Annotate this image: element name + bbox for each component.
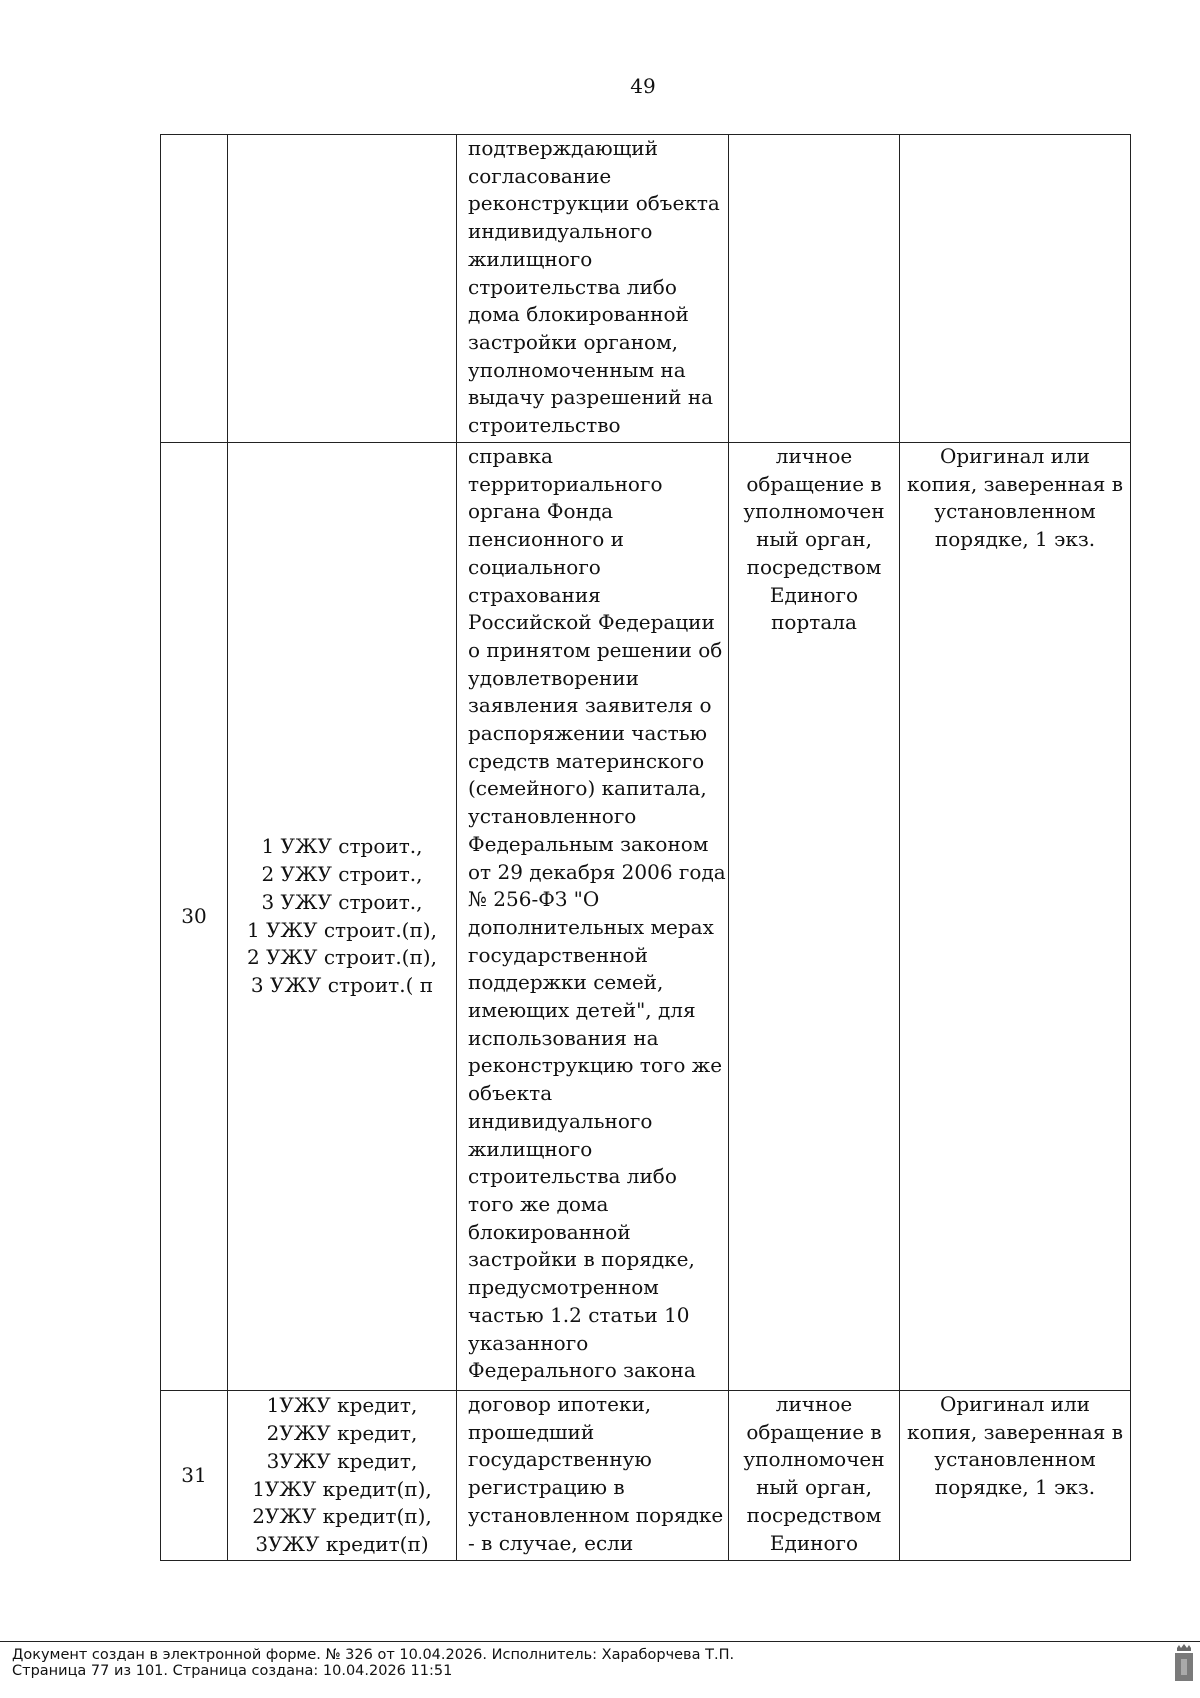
- cell-text-line: ный орган,: [756, 1475, 872, 1500]
- cell-text-line: установленном: [934, 499, 1096, 524]
- cell-text-line: порядке, 1 экз.: [934, 1475, 1096, 1500]
- cell-text-line: о принятом решении об: [468, 637, 723, 662]
- row-number-cell: 31: [161, 1391, 228, 1561]
- cell-text-line: реконструкцию того же: [468, 1053, 723, 1078]
- cell-text-line: № 256-ФЗ "О: [468, 887, 600, 912]
- row-number-cell: 30: [161, 443, 228, 1391]
- cell-text-line: удовлетворении: [468, 665, 639, 690]
- footer-page-info: Страница 77 из 101. Страница создана: 10.04.2026 11:51: [12, 1663, 453, 1679]
- cell-text-line: установленном порядке: [468, 1502, 724, 1527]
- cell-text-line: страхования: [468, 582, 601, 607]
- document-form-cell: [900, 135, 1131, 443]
- cell-text-line: строительства либо: [468, 1164, 677, 1189]
- cell-text-line: подтверждающий: [468, 136, 658, 160]
- cell-text-line: регистрацию в: [468, 1475, 625, 1500]
- documents-table: [160, 134, 1131, 1561]
- cell-text-line: жилищного: [468, 246, 593, 271]
- table-row: [161, 443, 1131, 1391]
- cell-text-line: территориального: [468, 471, 663, 496]
- cell-text-line: Федерального закона: [468, 1358, 696, 1383]
- cell-text-line: от 29 декабря 2006 года: [468, 859, 726, 884]
- cell-text-line: строительства либо: [468, 274, 677, 299]
- cell-text-line: поддержки семей,: [468, 970, 664, 995]
- cell-text-line: Единого: [769, 1530, 859, 1555]
- cell-text-line: 2 УЖУ строит.(п),: [247, 945, 437, 970]
- service-codes-cell: [228, 135, 457, 443]
- footer: [12, 1647, 734, 1679]
- cell-text-line: посредством: [746, 1502, 882, 1527]
- cell-text-line: 3УЖУ кредит(п): [255, 1531, 429, 1556]
- document-name-cell: [457, 135, 729, 443]
- cell-text-line: пенсионного и: [468, 527, 624, 552]
- cell-text-line: имеющих детей", для: [468, 998, 696, 1023]
- cell-text-line: реконструкции объекта: [468, 191, 720, 216]
- document-form-cell: [900, 1391, 1131, 1561]
- cell-text-line: 1УЖУ кредит,: [266, 1393, 418, 1418]
- cell-text-line: 1УЖУ кредит(п),: [252, 1476, 432, 1501]
- cell-text-line: социального: [468, 554, 601, 579]
- cell-text-line: дополнительных мерах: [468, 914, 714, 939]
- cell-text-line: - в случае, если: [468, 1530, 634, 1555]
- cell-text-line: объекта: [468, 1081, 553, 1106]
- cell-text-line: государственную: [468, 1447, 652, 1472]
- cell-text-line: (семейного) капитала,: [468, 776, 707, 801]
- cell-text-line: посредством: [746, 554, 882, 579]
- submission-method-cell: [729, 135, 900, 443]
- cell-text-line: Федеральным законом: [468, 831, 709, 856]
- submission-method-cell: [729, 1391, 900, 1561]
- cell-text-line: того же дома: [468, 1191, 609, 1216]
- cell-text-line: индивидуального: [468, 219, 653, 244]
- document-name-cell: [457, 1391, 729, 1561]
- emblem-icon: [1172, 1644, 1196, 1682]
- cell-text-line: договор ипотеки,: [468, 1392, 652, 1416]
- footer-divider: [0, 1641, 1200, 1642]
- cell-text-line: Оригинал или: [939, 444, 1091, 468]
- cell-text-line: Оригинал или: [939, 1392, 1091, 1416]
- cell-text-line: Российской Федерации: [468, 610, 715, 635]
- cell-text-line: 3 УЖУ строит.,: [261, 889, 423, 914]
- cell-text-line: частью 1.2 статьи 10: [468, 1302, 690, 1327]
- document-form-cell: [900, 443, 1131, 1391]
- cell-text-line: дома блокированной: [468, 302, 689, 327]
- cell-text-line: личное: [775, 1392, 853, 1416]
- row-number-cell: [161, 135, 228, 443]
- cell-text-line: органа Фонда: [468, 499, 614, 524]
- cell-text-line: уполномоченным на: [468, 357, 686, 382]
- cell-text-line: копия, заверенная в: [907, 471, 1123, 496]
- table-row: [161, 135, 1131, 443]
- cell-text-line: установленном: [934, 1447, 1096, 1472]
- cell-text-line: заявления заявителя о: [468, 693, 712, 718]
- cell-text-line: застройки в порядке,: [468, 1247, 695, 1272]
- cell-text-line: Единого: [769, 582, 859, 607]
- cell-text-line: 1 УЖУ строит.,: [261, 834, 423, 859]
- service-codes-cell: [228, 443, 457, 1391]
- cell-text-line: 3 УЖУ строит.( п: [250, 972, 434, 997]
- cell-text-line: предусмотренном: [468, 1275, 659, 1300]
- cell-text-line: справка: [468, 444, 553, 468]
- page-number: 49: [630, 74, 656, 98]
- cell-text-line: строительство: [468, 413, 621, 438]
- cell-text-line: государственной: [468, 942, 648, 967]
- submission-method-cell: [729, 443, 900, 1391]
- cell-text-line: обращение в: [746, 1419, 882, 1444]
- cell-text-line: ный орган,: [756, 527, 872, 552]
- cell-text-line: установленного: [468, 804, 637, 829]
- cell-text-line: индивидуального: [468, 1108, 653, 1133]
- table-row: [161, 1391, 1131, 1561]
- cell-text-line: уполномочен: [743, 499, 885, 524]
- cell-text-line: указанного: [468, 1330, 589, 1355]
- cell-text-line: 2 УЖУ строит.,: [261, 862, 423, 887]
- cell-text-line: жилищного: [468, 1136, 593, 1161]
- document-name-cell: [457, 443, 729, 1391]
- cell-text-line: выдачу разрешений на: [468, 385, 714, 410]
- cell-text-line: портала: [771, 610, 857, 635]
- cell-text-line: прошедший: [468, 1419, 595, 1444]
- cell-text-line: 3УЖУ кредит,: [266, 1448, 418, 1473]
- cell-text-line: порядке, 1 экз.: [934, 527, 1096, 552]
- cell-text-line: обращение в: [746, 471, 882, 496]
- cell-text-line: уполномочен: [743, 1447, 885, 1472]
- cell-text-line: личное: [775, 444, 853, 468]
- cell-text-line: 2УЖУ кредит(п),: [252, 1504, 432, 1529]
- cell-text-line: застройки органом,: [468, 329, 678, 354]
- cell-text-line: использования на: [468, 1025, 659, 1050]
- cell-text-line: блокированной: [468, 1219, 631, 1244]
- cell-text-line: согласование: [468, 163, 612, 188]
- cell-text-line: 2УЖУ кредит,: [266, 1421, 418, 1446]
- footer-document-info: Документ создан в электронной форме. № 326 от 10.04.2026. Исполнитель: Хараборчева Т.П.: [12, 1647, 735, 1663]
- service-codes-cell: [228, 1391, 457, 1561]
- cell-text-line: распоряжении частью: [468, 721, 708, 746]
- cell-text-line: 1 УЖУ строит.(п),: [247, 917, 437, 942]
- cell-text-line: копия, заверенная в: [907, 1419, 1123, 1444]
- cell-text-line: средств материнского: [468, 748, 705, 773]
